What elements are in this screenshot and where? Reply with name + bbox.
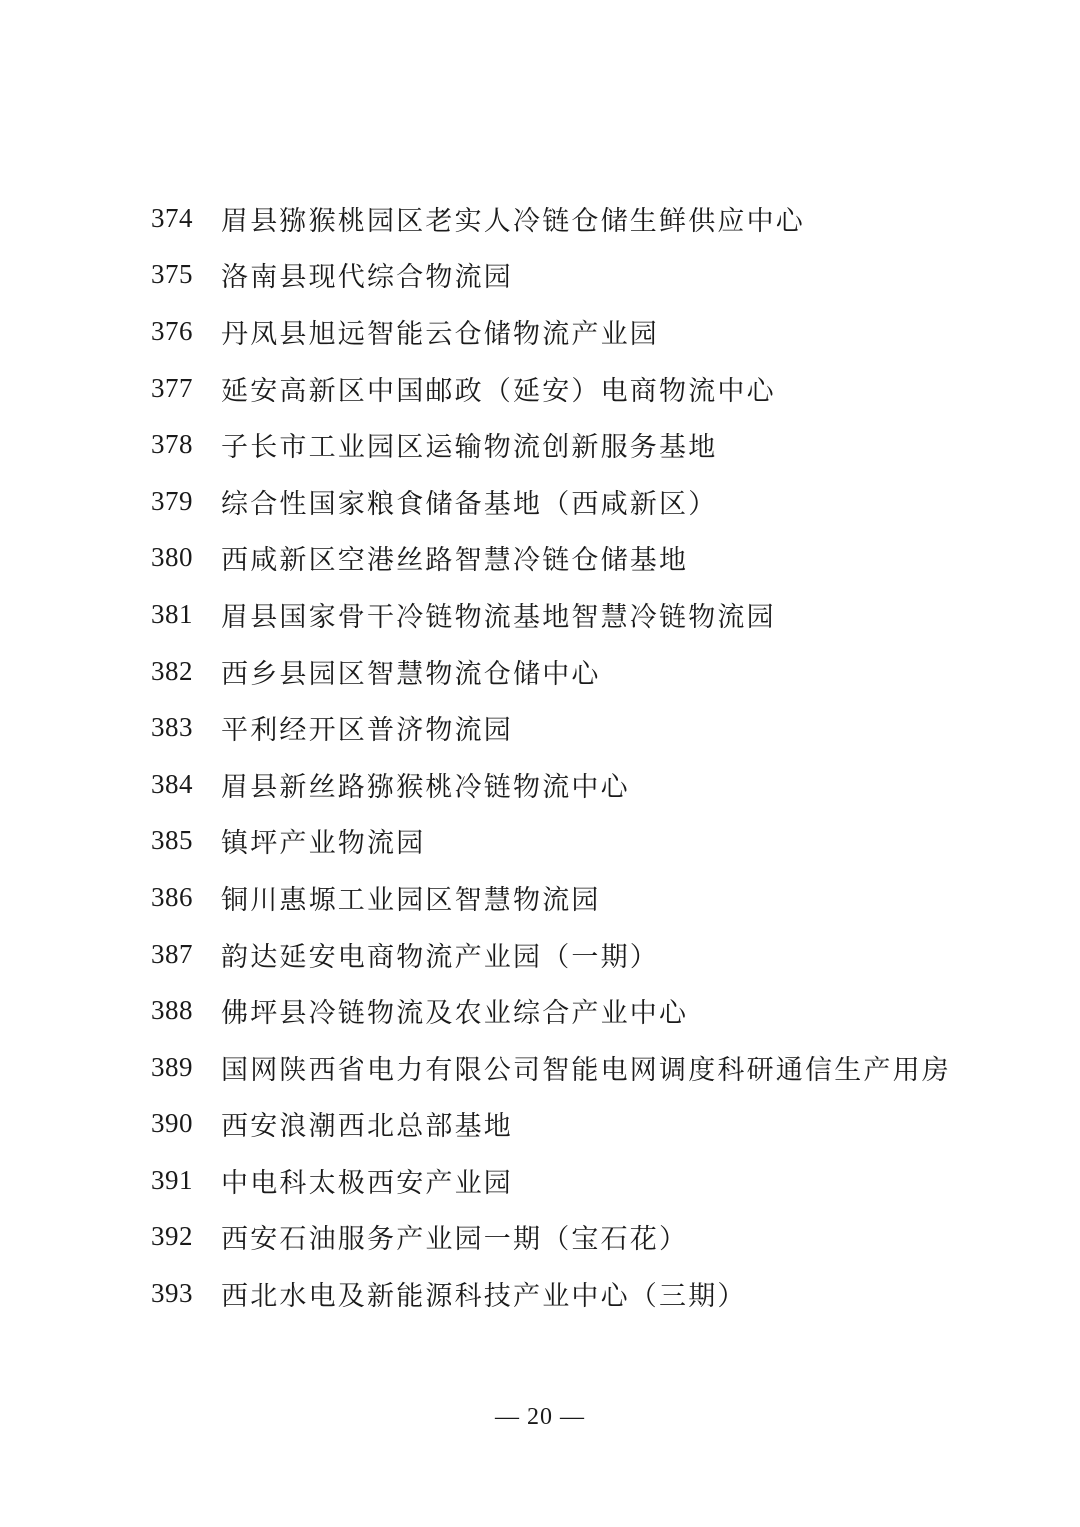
list-item (151, 1039, 1031, 1096)
item-name: 西咸新区空港丝路智慧冷链仓储基地 (221, 545, 689, 577)
item-number: 382 (151, 655, 193, 686)
item-number: 384 (151, 768, 193, 799)
item-number: 381 (151, 598, 193, 629)
item-name: 西安浪潮西北总部基地 (221, 1111, 513, 1143)
item-name: 韵达延安电商物流产业园（一期） (221, 941, 659, 973)
list-item (151, 190, 1031, 247)
list-item (151, 926, 1031, 983)
page-number: — 20 — (495, 1404, 585, 1430)
list-item (151, 1096, 1031, 1153)
list-item (151, 1152, 1031, 1209)
item-number: 374 (151, 202, 193, 233)
item-number: 378 (151, 429, 193, 460)
list-item (151, 360, 1031, 417)
item-name: 铜川惠塬工业园区智慧物流园 (221, 884, 601, 916)
item-name: 中电科太极西安产业园 (221, 1167, 513, 1199)
item-name: 西乡县园区智慧物流仓储中心 (221, 658, 601, 690)
item-number: 390 (151, 1108, 193, 1139)
item-name: 综合性国家粮食储备基地（西咸新区） (221, 488, 718, 520)
list-item (151, 416, 1031, 473)
project-list (151, 190, 1031, 1322)
list-item (151, 699, 1031, 756)
item-number: 388 (151, 995, 193, 1026)
list-item (151, 756, 1031, 813)
item-number: 375 (151, 259, 193, 290)
list-item (151, 473, 1031, 530)
list-item (151, 247, 1031, 304)
list-item (151, 1209, 1031, 1266)
item-number: 387 (151, 938, 193, 969)
item-name: 西安石油服务产业园一期（宝石花） (221, 1224, 689, 1256)
item-name: 平利经开区普济物流园 (221, 715, 513, 747)
item-name: 佛坪县冷链物流及农业综合产业中心 (221, 998, 689, 1030)
item-number: 380 (151, 542, 193, 573)
item-number: 393 (151, 1278, 193, 1309)
list-item (151, 530, 1031, 587)
item-name: 国网陕西省电力有限公司智能电网调度科研通信生产用房 (221, 1054, 951, 1086)
item-name: 镇坪产业物流园 (221, 828, 426, 860)
item-name: 眉县新丝路猕猴桃冷链物流中心 (221, 771, 630, 803)
item-name: 延安高新区中国邮政（延安）电商物流中心 (221, 375, 776, 407)
item-name: 子长市工业园区运输物流创新服务基地 (221, 432, 718, 464)
list-item (151, 869, 1031, 926)
list-item (151, 643, 1031, 700)
item-name: 丹凤县旭远智能云仓储物流产业园 (221, 318, 659, 350)
item-number: 392 (151, 1221, 193, 1252)
item-number: 376 (151, 315, 193, 346)
item-number: 386 (151, 881, 193, 912)
item-name: 西北水电及新能源科技产业中心（三期） (221, 1281, 747, 1313)
list-item (151, 982, 1031, 1039)
item-number: 389 (151, 1051, 193, 1082)
item-number: 385 (151, 825, 193, 856)
item-name: 眉县国家骨干冷链物流基地智慧冷链物流园 (221, 601, 776, 633)
list-item (151, 586, 1031, 643)
list-item (151, 813, 1031, 870)
item-number: 383 (151, 712, 193, 743)
item-number: 379 (151, 485, 193, 516)
item-number: 377 (151, 372, 193, 403)
item-name: 洛南县现代综合物流园 (221, 262, 513, 294)
list-item (151, 303, 1031, 360)
item-name: 眉县猕猴桃园区老实人冷链仓储生鲜供应中心 (221, 205, 805, 237)
item-number: 391 (151, 1164, 193, 1195)
list-item (151, 1265, 1031, 1322)
